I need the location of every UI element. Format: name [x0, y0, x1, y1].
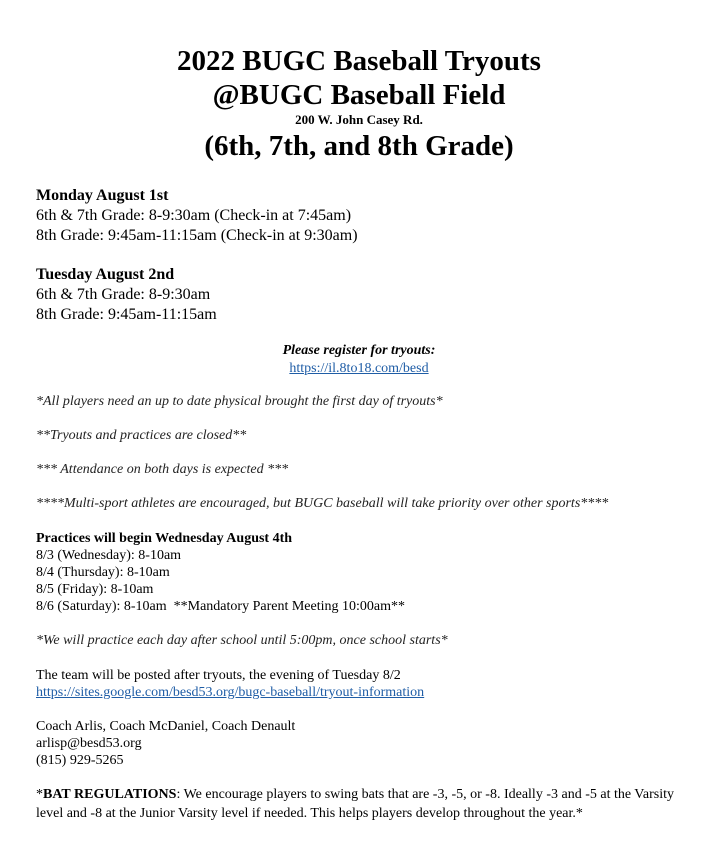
note-multisport: ****Multi-sport athletes are encouraged, but BUGC baseball will take priority over other sports**** [36, 496, 609, 511]
contact-email: arlisp@besd53.org [36, 736, 142, 751]
bat-label: BAT REGULATIONS [43, 787, 177, 802]
day-title: Tuesday August 2nd [36, 266, 175, 283]
register-section [0, 342, 718, 378]
register-label: Please register for tryouts: [282, 343, 436, 358]
bat-text: : We encourage players to swing bats that are -3, -5, or -8. Ideally -3 and -5 at the Varsity level and -8 at the Junior Varsity level if needed. This helps players develop throughout the year.* [36, 787, 674, 821]
practice-line: 8/3 (Wednesday): 8-10am [36, 548, 182, 563]
contact-section [36, 718, 696, 769]
day-line: 8th Grade: 9:45am-11:15am (Check-in at 9:30am) [36, 227, 358, 244]
practice-note: *We will practice each day after school until 5:00pm, once school starts* [36, 633, 448, 648]
bat-prefix: * [36, 787, 43, 802]
page-title: 2022 BUGC Baseball Tryouts [177, 45, 541, 77]
address: 200 W. John Casey Rd. [295, 112, 423, 127]
day-line: 6th & 7th Grade: 8-9:30am [36, 286, 211, 303]
coach-names: Coach Arlis, Coach McDaniel, Coach Denault [36, 719, 296, 734]
practices-section [36, 530, 696, 615]
day-line: 6th & 7th Grade: 8-9:30am (Check-in at 7:45am) [36, 207, 352, 224]
contact-phone: (815) 929-5265 [36, 753, 124, 768]
practice-line: 8/5 (Friday): 8-10am [36, 582, 154, 597]
practices-title: Practices will begin Wednesday August 4th [36, 531, 293, 546]
bat-regulations [36, 785, 676, 823]
tryout-info-link[interactable]: https://sites.google.com/besd53.org/bugc-baseball/tryout-information [36, 685, 425, 700]
practice-line: 8/6 (Saturday): 8-10am **Mandatory Parent Meeting 10:00am** [36, 599, 405, 614]
team-post-section [36, 667, 696, 701]
note-closed: **Tryouts and practices are closed** [36, 428, 247, 443]
day-title: Monday August 1st [36, 187, 169, 204]
day-tuesday [36, 265, 696, 325]
note-physical: *All players need an up to date physical brought the first day of tryouts* [36, 394, 443, 409]
team-post-text: The team will be posted after tryouts, the evening of Tuesday 8/2 [36, 668, 401, 683]
day-line: 8th Grade: 9:45am-11:15am [36, 306, 217, 323]
location-title: @BUGC Baseball Field [212, 79, 506, 111]
register-link[interactable]: https://il.8to18.com/besd [289, 361, 429, 376]
day-monday [36, 186, 696, 246]
grades-title: (6th, 7th, and 8th Grade) [204, 130, 514, 162]
practice-line: 8/4 (Thursday): 8-10am [36, 565, 170, 580]
note-attendance: *** Attendance on both days is expected *** [36, 462, 289, 477]
